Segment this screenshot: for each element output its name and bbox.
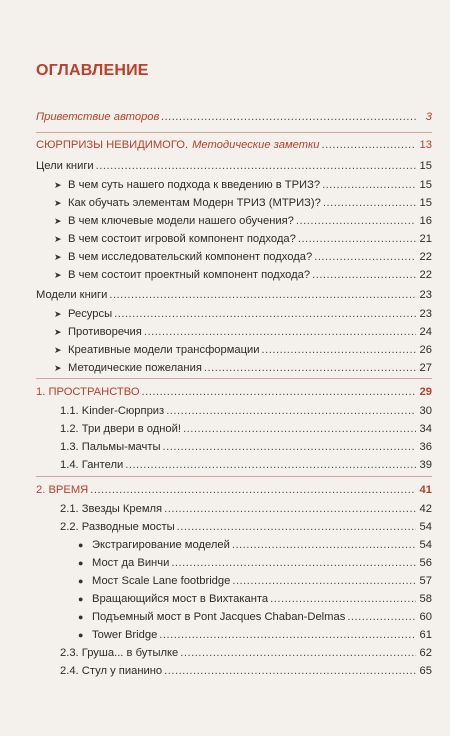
toc-entry-title: 2.1. Звезды Кремля xyxy=(60,503,163,515)
toc-chapter-space[interactable] xyxy=(36,383,432,401)
toc-entry-title: 1.3. Пальмы-мачты xyxy=(60,441,161,453)
toc-entry-page: 22 xyxy=(419,269,432,281)
toc-entry-page: 15 xyxy=(419,197,432,209)
toc-entry-page: 13 xyxy=(419,139,432,151)
toc-entry-greeting[interactable] xyxy=(36,108,432,126)
dot-bullet-icon: ● xyxy=(78,558,84,568)
dot-leader xyxy=(232,572,416,590)
toc-chapter-time[interactable] xyxy=(36,481,432,499)
dot-bullet-icon: ● xyxy=(78,630,84,640)
toc-entry-page: 15 xyxy=(419,160,432,172)
toc-entry-page: 36 xyxy=(419,441,432,453)
dot-leader xyxy=(298,230,416,248)
toc-entry-title: Креативные модели трансформации xyxy=(68,344,260,356)
toc-entry-subitem[interactable] xyxy=(54,176,432,194)
toc-entry-subitem[interactable] xyxy=(78,590,432,608)
toc-entry-section[interactable] xyxy=(60,644,432,662)
dot-leader xyxy=(159,626,416,644)
toc-entry-subitem[interactable] xyxy=(54,194,432,212)
dot-leader xyxy=(109,286,416,304)
toc-entry-title: 1. ПРОСТРАНСТВО xyxy=(36,386,140,398)
toc-entry-subitem[interactable] xyxy=(78,608,432,626)
toc-entry-subitem[interactable] xyxy=(54,230,432,248)
page-title: ОГЛАВЛЕНИЕ xyxy=(36,62,149,79)
toc-entry-page: 65 xyxy=(419,665,432,677)
toc-entry-title: Как обучать элементам Модерн ТРИЗ (МТРИЗ)? xyxy=(68,197,321,209)
toc-entry-page: 26 xyxy=(419,344,432,356)
toc-entry-subitem[interactable] xyxy=(78,626,432,644)
arrow-bullet-icon: ➤ xyxy=(54,216,62,226)
toc-entry-page: 23 xyxy=(419,289,432,301)
toc-entry-page: 34 xyxy=(419,423,432,435)
toc-entry-page: 54 xyxy=(419,539,432,551)
dot-leader xyxy=(322,136,416,154)
arrow-bullet-icon: ➤ xyxy=(54,270,62,280)
dot-leader xyxy=(312,266,416,284)
toc-entry-title: Мост Scale Lane footbridge xyxy=(92,575,231,587)
toc-entry-page: 22 xyxy=(419,251,432,263)
toc-entry-page: 56 xyxy=(419,557,432,569)
dot-leader xyxy=(177,518,416,536)
toc-entry-subitem[interactable] xyxy=(54,266,432,284)
toc-entry-page: 57 xyxy=(419,575,432,587)
toc-entry-title: 2.2. Разводные мосты xyxy=(60,521,175,533)
dot-leader xyxy=(163,438,416,456)
toc-entry-page: 21 xyxy=(419,233,432,245)
arrow-bullet-icon: ➤ xyxy=(54,252,62,262)
toc-entry-title: Противоречия xyxy=(68,326,142,338)
dot-leader xyxy=(296,212,416,230)
toc-entry-page: 54 xyxy=(419,521,432,533)
toc-entry-section[interactable] xyxy=(60,662,432,680)
toc-entry-page: 24 xyxy=(419,326,432,338)
toc-entry-page: 27 xyxy=(419,362,432,374)
arrow-bullet-icon: ➤ xyxy=(54,363,62,373)
toc-entry-page: 30 xyxy=(419,405,432,417)
toc-entry-subtitle: Методические заметки xyxy=(192,139,320,151)
toc-entry-goals[interactable] xyxy=(36,157,432,175)
toc-entry-subitem[interactable] xyxy=(78,536,432,554)
dot-bullet-icon: ● xyxy=(78,612,84,622)
toc-entry-page: 15 xyxy=(419,179,432,191)
arrow-bullet-icon: ➤ xyxy=(54,198,62,208)
toc-entry-title: Цели книги xyxy=(36,160,94,172)
toc-entry-title: В чем состоит игровой компонент подхода? xyxy=(68,233,296,245)
section-divider xyxy=(36,476,432,477)
toc-entry-section[interactable] xyxy=(60,500,432,518)
arrow-bullet-icon: ➤ xyxy=(54,309,62,319)
arrow-bullet-icon: ➤ xyxy=(54,180,62,190)
toc-entry-subitem[interactable] xyxy=(54,341,432,359)
toc-entry-title: Ресурсы xyxy=(68,308,113,320)
toc-entry-page: 3 xyxy=(425,111,432,123)
dot-leader xyxy=(90,481,416,499)
toc-entry-title: 2. ВРЕМЯ xyxy=(36,484,89,496)
dot-leader xyxy=(171,554,416,572)
toc-entry-title: В чем исследовательский компонент подхода? xyxy=(68,251,313,263)
toc-entry-page: 29 xyxy=(419,386,432,398)
toc-entry-title: 2.4. Стул у пианино xyxy=(60,665,163,677)
dot-leader xyxy=(322,176,416,194)
toc-entry-surprises[interactable] xyxy=(36,136,432,154)
dot-bullet-icon: ● xyxy=(78,576,84,586)
section-divider xyxy=(36,132,432,133)
toc-entry-title: Приветствие авторов xyxy=(36,111,160,123)
toc-entry-page: 39 xyxy=(419,459,432,471)
toc-entry-page: 16 xyxy=(419,215,432,227)
dot-leader xyxy=(166,402,416,420)
dot-leader xyxy=(270,590,416,608)
toc-entry-title: В чем ключевые модели нашего обучения? xyxy=(68,215,294,227)
toc-entry-title: 1.4. Гантели xyxy=(60,459,124,471)
toc-entry-page: 41 xyxy=(419,484,432,496)
toc-entry-subitem[interactable] xyxy=(54,359,432,377)
toc-entry-page: 23 xyxy=(419,308,432,320)
dot-leader xyxy=(323,194,416,212)
toc-entry-section[interactable] xyxy=(60,402,432,420)
toc-entry-title: В чем состоит проектный компонент подхода? xyxy=(68,269,311,281)
dot-leader xyxy=(232,536,416,554)
toc-entry-title: Методические пожелания xyxy=(68,362,202,374)
toc-entry-title: 1.1. Kinder-Сюрприз xyxy=(60,405,165,417)
toc-entry-title: 1.2. Три двери в одной! xyxy=(60,423,182,435)
toc-entry-subitem[interactable] xyxy=(54,323,432,341)
dot-leader xyxy=(144,323,416,341)
section-divider xyxy=(36,378,432,379)
dot-leader xyxy=(183,420,416,438)
toc-entry-page: 60 xyxy=(419,611,432,623)
dot-leader xyxy=(142,383,416,401)
arrow-bullet-icon: ➤ xyxy=(54,327,62,337)
toc-entry-subitem[interactable] xyxy=(78,554,432,572)
dot-leader xyxy=(164,662,416,680)
arrow-bullet-icon: ➤ xyxy=(54,234,62,244)
dot-leader xyxy=(161,108,416,126)
toc-entry-title: Экстрагирование моделей xyxy=(92,539,230,551)
toc-entry-title: Вращающийся мост в Вихтаканта xyxy=(92,593,269,605)
dot-leader xyxy=(180,644,416,662)
dot-leader xyxy=(164,500,416,518)
toc-entry-title: В чем суть нашего подхода к введению в ТРИЗ? xyxy=(68,179,321,191)
toc-entry-title: 2.3. Груша... в бутылке xyxy=(60,647,179,659)
toc-entry-page: 62 xyxy=(419,647,432,659)
dot-leader xyxy=(96,157,416,175)
toc-entry-title: Tower Bridge xyxy=(92,629,158,641)
toc-entry-section[interactable] xyxy=(60,420,432,438)
toc-entry-section[interactable] xyxy=(60,518,432,536)
toc-entry-subitem[interactable] xyxy=(54,305,432,323)
dot-bullet-icon: ● xyxy=(78,594,84,604)
toc-entry-title: СЮРПРИЗЫ НЕВИДИМОГО. xyxy=(36,139,189,151)
dot-leader xyxy=(204,359,416,377)
dot-leader xyxy=(114,305,416,323)
toc-entry-subitem[interactable] xyxy=(54,248,432,266)
dot-leader xyxy=(262,341,416,359)
toc-entry-section[interactable] xyxy=(60,456,432,474)
toc-entry-title: Мост да Винчи xyxy=(92,557,170,569)
toc-entry-page: 58 xyxy=(419,593,432,605)
dot-leader xyxy=(347,608,416,626)
toc-entry-page: 61 xyxy=(419,629,432,641)
toc-entry-page: 42 xyxy=(419,503,432,515)
toc-entry-subitem[interactable] xyxy=(54,212,432,230)
toc-entry-title: Модели книги xyxy=(36,289,108,301)
arrow-bullet-icon: ➤ xyxy=(54,345,62,355)
toc-entry-models[interactable] xyxy=(36,286,432,304)
dot-bullet-icon: ● xyxy=(78,540,84,550)
toc-entry-subitem[interactable] xyxy=(78,572,432,590)
toc-entry-title: Подъемный мост в Pont Jacques Chaban-Delmas xyxy=(92,611,346,623)
dot-leader xyxy=(125,456,416,474)
toc-entry-section[interactable] xyxy=(60,438,432,456)
dot-leader xyxy=(314,248,416,266)
